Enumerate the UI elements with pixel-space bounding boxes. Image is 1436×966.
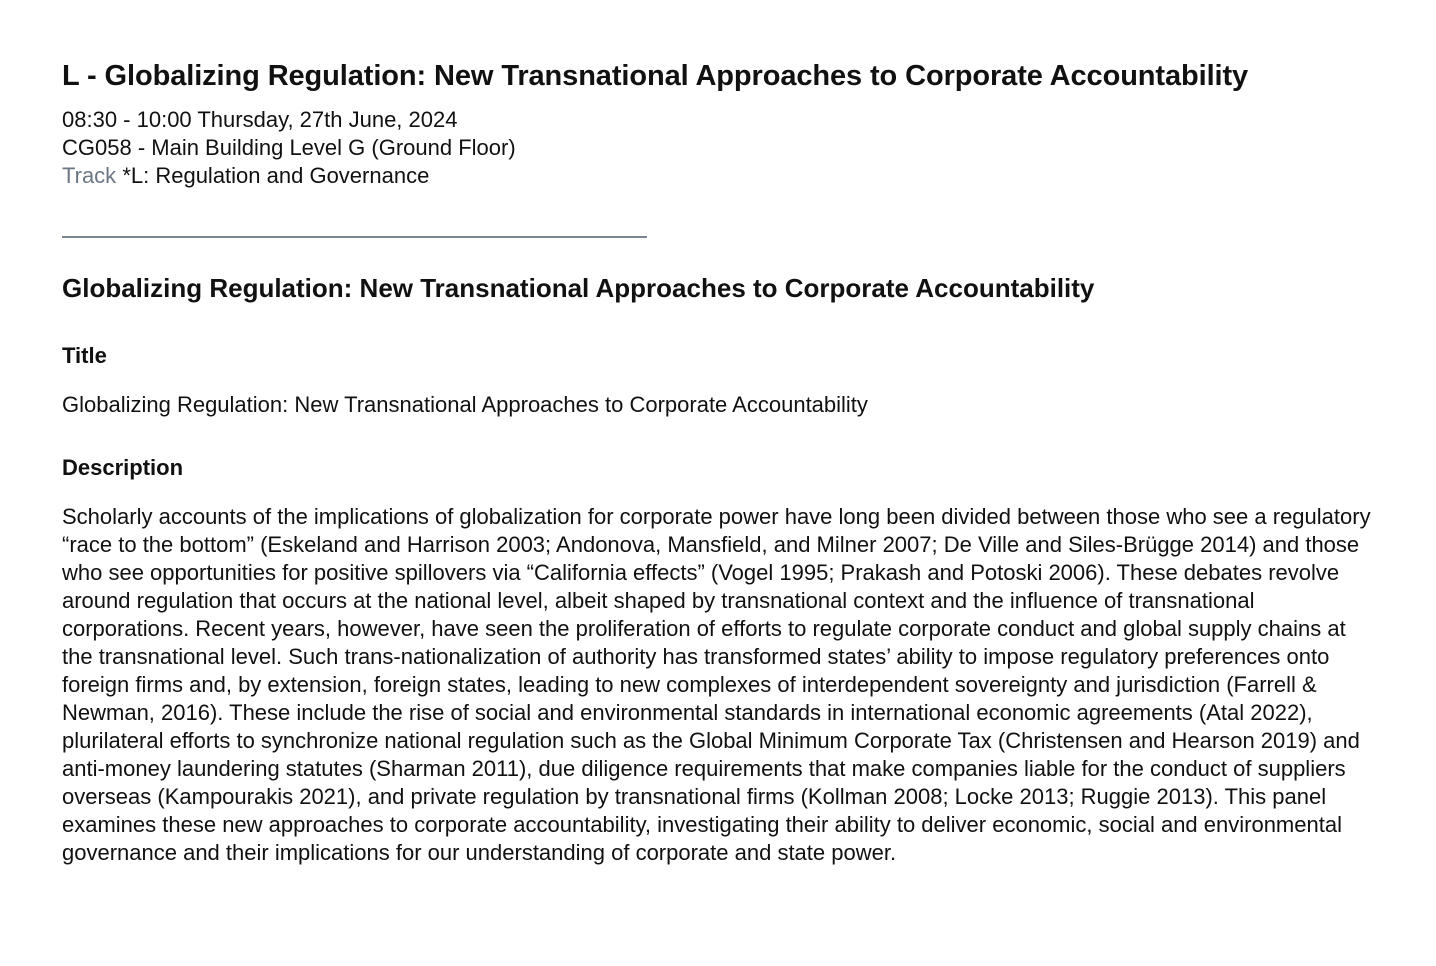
- title-label: Title: [62, 343, 107, 368]
- session-page: [62, 56, 1372, 867]
- session-title: L - Globalizing Regulation: New Transnational Approaches to Corporate Accountability: [62, 60, 1249, 92]
- session-meta: [62, 106, 1372, 190]
- description-text: Scholarly accounts of the implications of globalization for corporate power have long been divided between those who see a regulatory “race to the bottom” (Eskeland and Harrison 2003; Andonova, Mansfield, and Milner 2007; De Ville and Siles-Brügge 2014) and those who see opportunities for positive spillovers via “California effects” (Vogel 1995; Prakash and Potoski 2006). These debates revolve around regulation that occurs at the national level, albeit shaped by transnational context and the influence of transnational corporations. Recent years, however, have seen the proliferation of efforts to regulate corporate conduct and global supply chains at the transnational level. Such trans-nationalization of authority has transformed states’ ability to impose regulatory preferences onto foreign firms and, by extension, foreign states, leading to new complexes of interdependent sovereignty and jurisdiction (Farrell & Newman, 2016). These include the rise of social and environmental standards in international economic agreements (Atal 2022), plurilateral efforts to synchronize national regulation such as the Global Minimum Corporate Tax (Christensen and Hearson 2019) and anti-money laundering statutes (Sharman 2011), due diligence requirements that make companies liable for the conduct of suppliers overseas (Kampourakis 2021), and private regulation by transnational firms (Kollman 2008; Locke 2013; Ruggie 2013). This panel examines these new approaches to corporate accountability, investigating their ability to deliver economic, social and environmental governance and their implications for our understanding of corporate and state power.: [62, 504, 1371, 865]
- track-label: Track: [62, 163, 117, 188]
- panel-heading: Globalizing Regulation: New Transnational Approaches to Corporate Accountability: [62, 273, 1095, 303]
- session-time: 08:30 - 10:00 Thursday, 27th June, 2024: [62, 107, 458, 132]
- section-divider: [62, 236, 647, 238]
- description-label: Description: [62, 455, 184, 480]
- session-track: [62, 162, 1372, 190]
- title-value: Globalizing Regulation: New Transnational Approaches to Corporate Accountability: [62, 392, 868, 417]
- track-value: *L: Regulation and Governance: [122, 163, 430, 188]
- session-location: CG058 - Main Building Level G (Ground Floor): [62, 135, 516, 160]
